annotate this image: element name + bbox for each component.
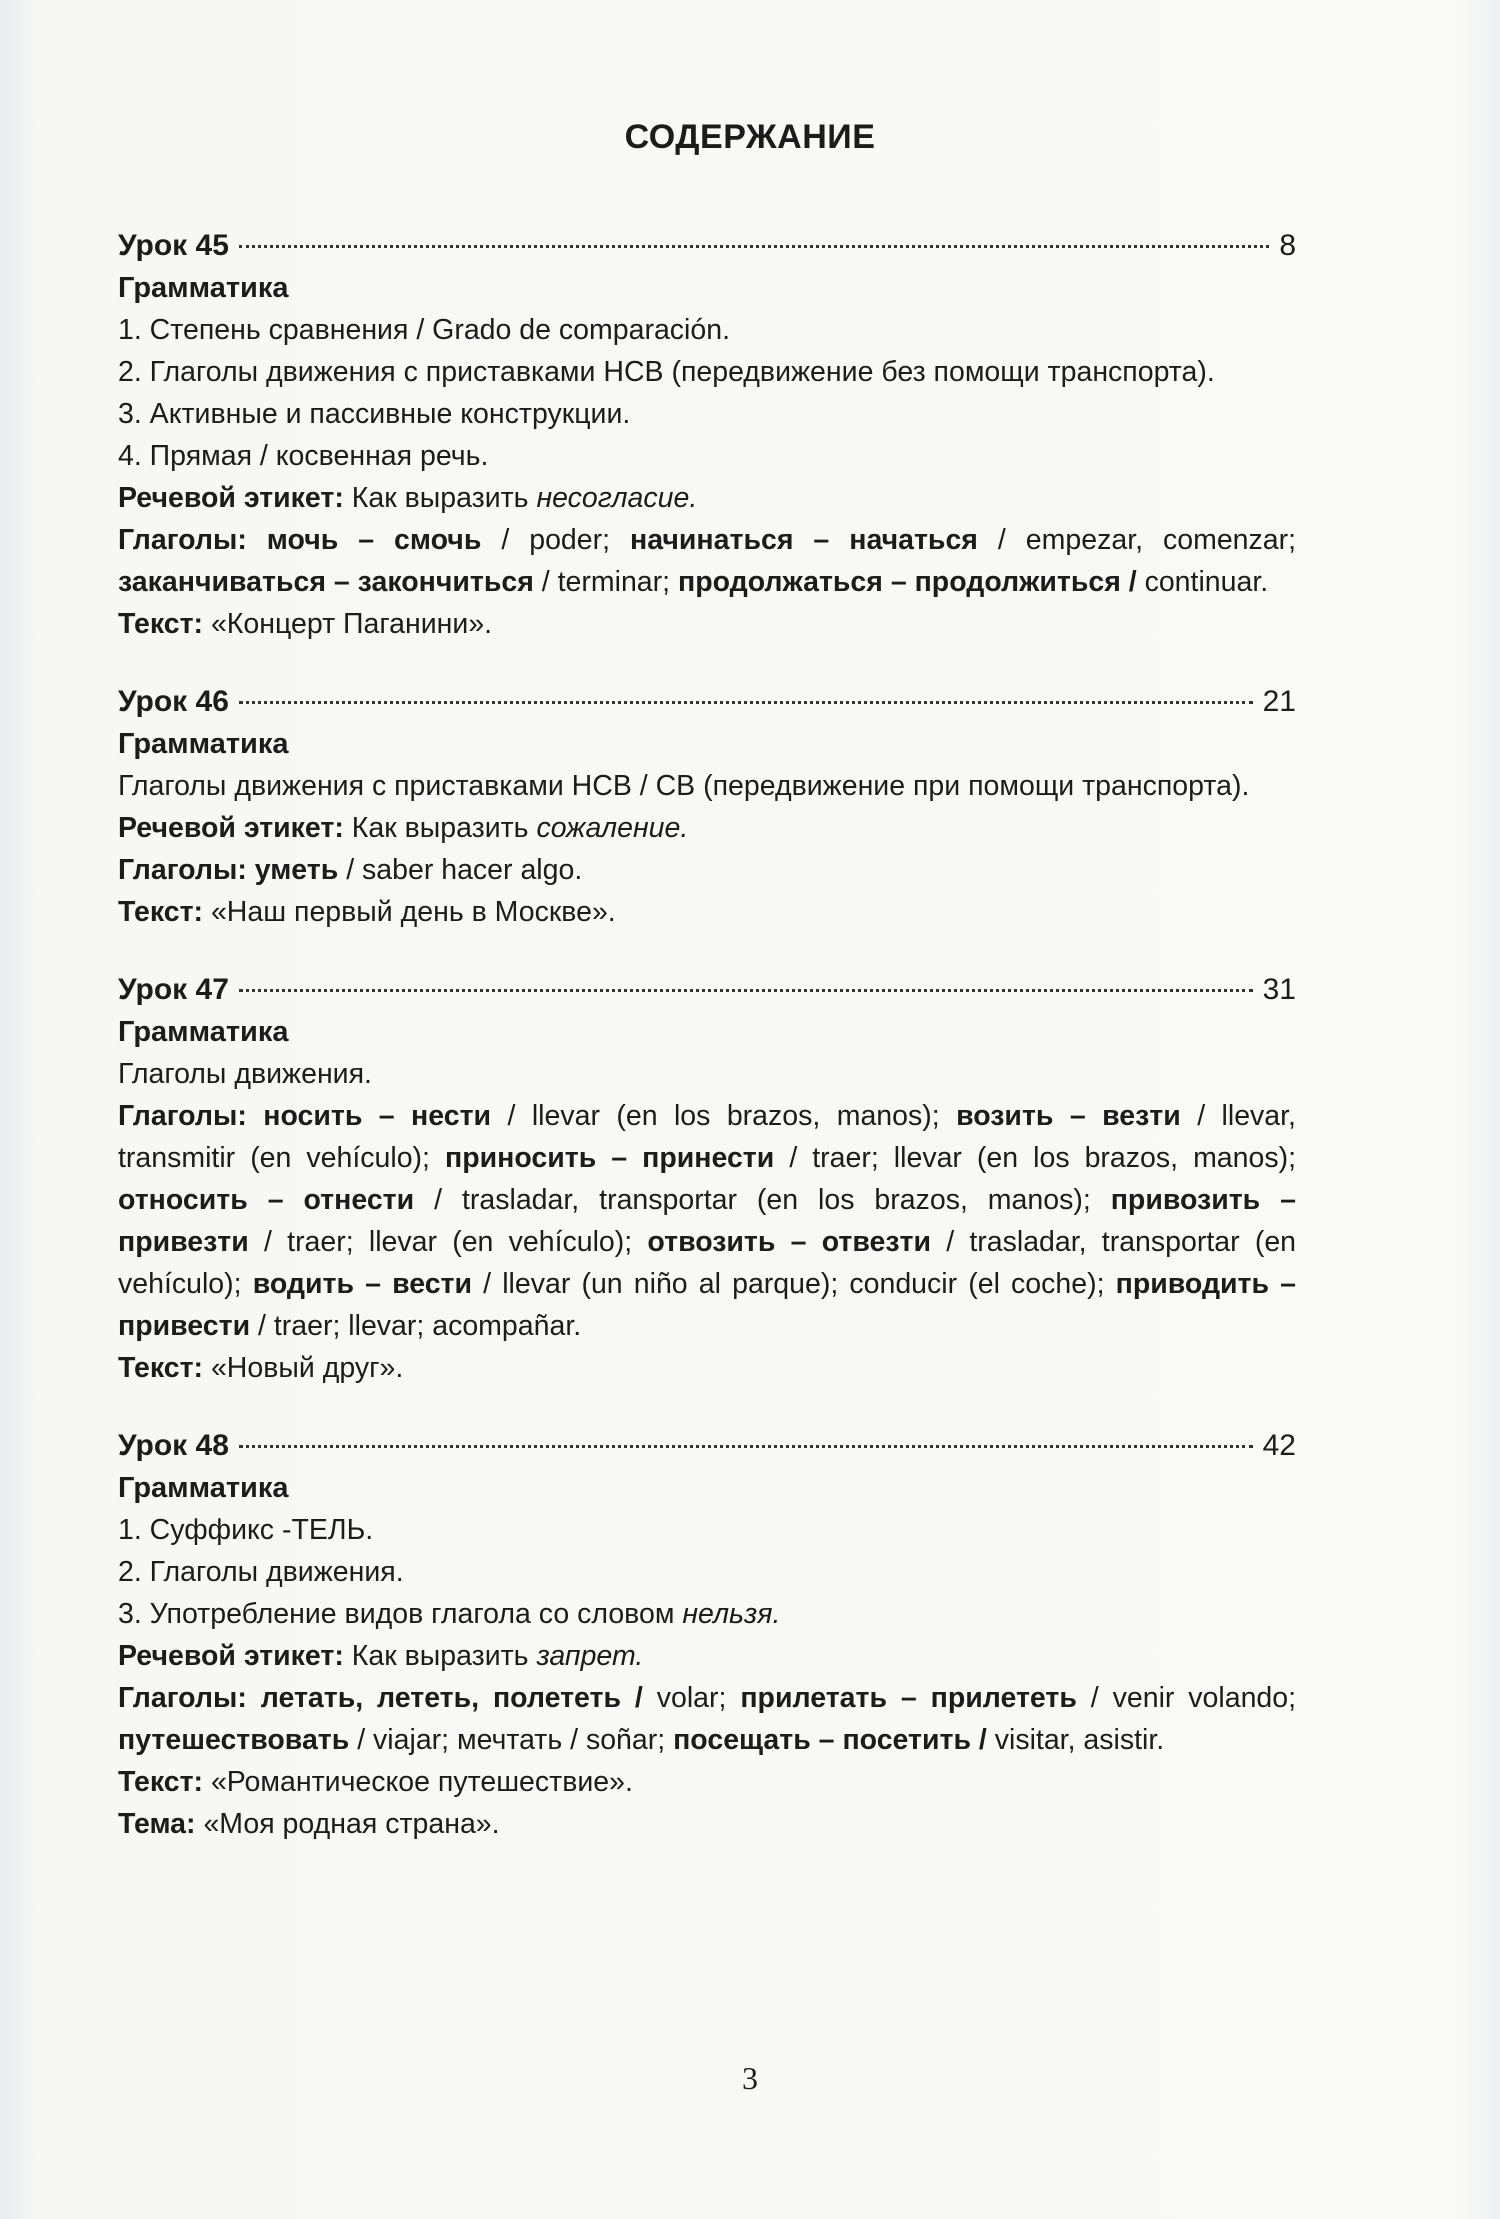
verb-es: / saber hacer algo. <box>346 854 583 886</box>
text-title: «Наш первый день в Москве». <box>210 896 616 928</box>
verbs-block <box>118 519 1296 603</box>
speech-etiquette <box>118 807 1296 849</box>
etiquette-label: Речевой этикет: <box>118 1640 344 1672</box>
toc-entry[interactable] <box>118 681 1296 723</box>
verbs-label: Глаголы: <box>118 1682 247 1714</box>
text-title: «Новый друг». <box>210 1352 404 1384</box>
verb-es: volar; <box>656 1682 727 1714</box>
dot-leader <box>239 245 1269 248</box>
text-title: «Концерт Паганини». <box>210 608 493 640</box>
verb-es: / llevar, transmitir (en vehículo); <box>118 1100 1296 1174</box>
lesson-title: Урок 45 <box>118 229 229 262</box>
lesson-46 <box>118 681 1296 933</box>
verb-es: / llevar (en los brazos, manos); <box>507 1100 940 1132</box>
grammar-item: Глаголы движения. <box>118 1058 372 1090</box>
lesson-47 <box>118 969 1296 1389</box>
lesson-title: Урок 46 <box>118 685 229 718</box>
verb-ru: прилетать – прилететь <box>740 1682 1077 1714</box>
text-label: Текст: <box>118 1766 204 1798</box>
text-line <box>118 603 1296 645</box>
grammar-heading: Грамматика <box>118 1472 289 1504</box>
theme-line <box>118 1803 1296 1845</box>
grammar-item <box>118 1593 1296 1635</box>
grammar-item: 4. Прямая / косвенная речь. <box>118 440 489 472</box>
etiquette-label: Речевой этикет: <box>118 482 344 514</box>
verb-ru: посещать – посетить / <box>673 1724 987 1756</box>
verbs-label: Глаголы: <box>118 1100 247 1132</box>
verb-es: continuar. <box>1144 566 1269 598</box>
toc-entry[interactable] <box>118 969 1296 1011</box>
text-title: «Романтическое путешествие». <box>210 1766 633 1798</box>
etiquette-label: Речевой этикет: <box>118 812 344 844</box>
verb-es: visitar, asistir. <box>994 1724 1165 1756</box>
grammar-item-text: 3. Употребление видов глагола со словом <box>118 1598 675 1630</box>
text-line <box>118 1761 1296 1803</box>
dot-leader <box>239 989 1253 992</box>
grammar-item: 2. Глаголы движения с приставками НСВ (передвижение без помощи транспорта). <box>118 356 1215 388</box>
verb-ru: относить – отнести <box>118 1184 415 1216</box>
text-label: Текст: <box>118 896 204 928</box>
lesson-45 <box>118 225 1296 645</box>
grammar-heading: Грамматика <box>118 1016 289 1048</box>
verb-es: / trasladar, transportar (en vehículo); <box>118 1226 1297 1300</box>
text-line <box>118 1347 1296 1389</box>
verbs-label: Глаголы: <box>118 854 247 886</box>
verb-es: / viajar; мечтать / soñar; <box>357 1724 666 1756</box>
verb-ru: приносить – принести <box>445 1142 775 1174</box>
verb-ru: возить – везти <box>956 1100 1181 1132</box>
verb-ru: мочь – смочь <box>266 524 482 556</box>
lesson-page-number: 42 <box>1262 1429 1296 1462</box>
verb-ru: водить – вести <box>252 1268 473 1300</box>
verb-ru: приводить – привести <box>118 1268 1297 1342</box>
verb-es: / terminar; <box>541 566 671 598</box>
etiquette-text: Как выразить <box>351 812 529 844</box>
verb-es: / poder; <box>501 524 611 556</box>
verb-es: / llevar (un niño al parque); conducir (el coche); <box>483 1268 1105 1300</box>
text-label: Текст: <box>118 1352 204 1384</box>
verb-ru: отвозить – отвезти <box>647 1226 931 1258</box>
toc-entry[interactable] <box>118 225 1296 267</box>
grammar-item: Глаголы движения с приставками НСВ / СВ (передвижение при помощи транспорта). <box>118 770 1250 802</box>
grammar-item: 1. Степень сравнения / Grado de comparación. <box>118 314 730 346</box>
grammar-item: 2. Глаголы движения. <box>118 1556 404 1588</box>
page-title: СОДЕРЖАНИЕ <box>624 118 876 156</box>
verb-es: / trasladar, transportar (en los brazos, manos); <box>434 1184 1091 1216</box>
theme-label: Тема: <box>118 1808 196 1840</box>
table-of-contents <box>118 225 1296 1881</box>
verb-es: / traer; llevar; acompañar. <box>258 1310 582 1342</box>
verb-ru: носить – нести <box>263 1100 492 1132</box>
verb-ru: летать, лететь, полететь / <box>260 1682 643 1714</box>
etiquette-emphasis: сожаление. <box>536 812 689 844</box>
page-number: 3 <box>742 2060 758 2096</box>
etiquette-emphasis: запрет. <box>536 1640 644 1672</box>
verbs-block <box>118 1677 1296 1761</box>
grammar-item: 3. Активные и пассивные конструкции. <box>118 398 631 430</box>
lesson-48 <box>118 1425 1296 1845</box>
toc-entry[interactable] <box>118 1425 1296 1467</box>
verb-ru: путешествовать <box>118 1724 350 1756</box>
verb-es: / empezar, comenzar; <box>997 524 1297 556</box>
grammar-item-emphasis: нельзя. <box>682 1598 781 1630</box>
dot-leader <box>239 1445 1253 1448</box>
lesson-title: Урок 47 <box>118 973 229 1006</box>
text-line <box>118 891 1296 933</box>
lesson-page-number: 8 <box>1279 229 1296 262</box>
dot-leader <box>239 701 1253 704</box>
theme-title: «Моя родная страна». <box>203 1808 500 1840</box>
speech-etiquette <box>118 1635 1296 1677</box>
verbs-block <box>118 1095 1296 1347</box>
lesson-page-number: 31 <box>1262 973 1296 1006</box>
etiquette-text: Как выразить <box>351 482 529 514</box>
verb-ru: продолжаться – продолжиться / <box>677 566 1137 598</box>
verb-ru: привозить – привезти <box>118 1184 1296 1258</box>
verbs-block <box>118 849 1296 891</box>
verb-es: / venir volando; <box>1090 1682 1297 1714</box>
speech-etiquette <box>118 477 1296 519</box>
verb-ru: начинаться – начаться <box>630 524 978 556</box>
lesson-title: Урок 48 <box>118 1429 229 1462</box>
etiquette-text: Как выразить <box>351 1640 529 1672</box>
verb-ru: заканчиваться – закончиться <box>118 566 534 598</box>
grammar-heading: Грамматика <box>118 272 289 304</box>
verb-es: / traer; llevar (en los brazos, manos); <box>789 1142 1297 1174</box>
grammar-heading: Грамматика <box>118 728 289 760</box>
etiquette-emphasis: несогласие. <box>536 482 698 514</box>
verb-ru: уметь <box>254 854 339 886</box>
lesson-page-number: 21 <box>1262 685 1296 718</box>
verb-es: / traer; llevar (en vehículo); <box>264 1226 633 1258</box>
verbs-label: Глаголы: <box>118 524 247 556</box>
grammar-item: 1. Суффикс -ТЕЛЬ. <box>118 1514 374 1546</box>
text-label: Текст: <box>118 608 204 640</box>
